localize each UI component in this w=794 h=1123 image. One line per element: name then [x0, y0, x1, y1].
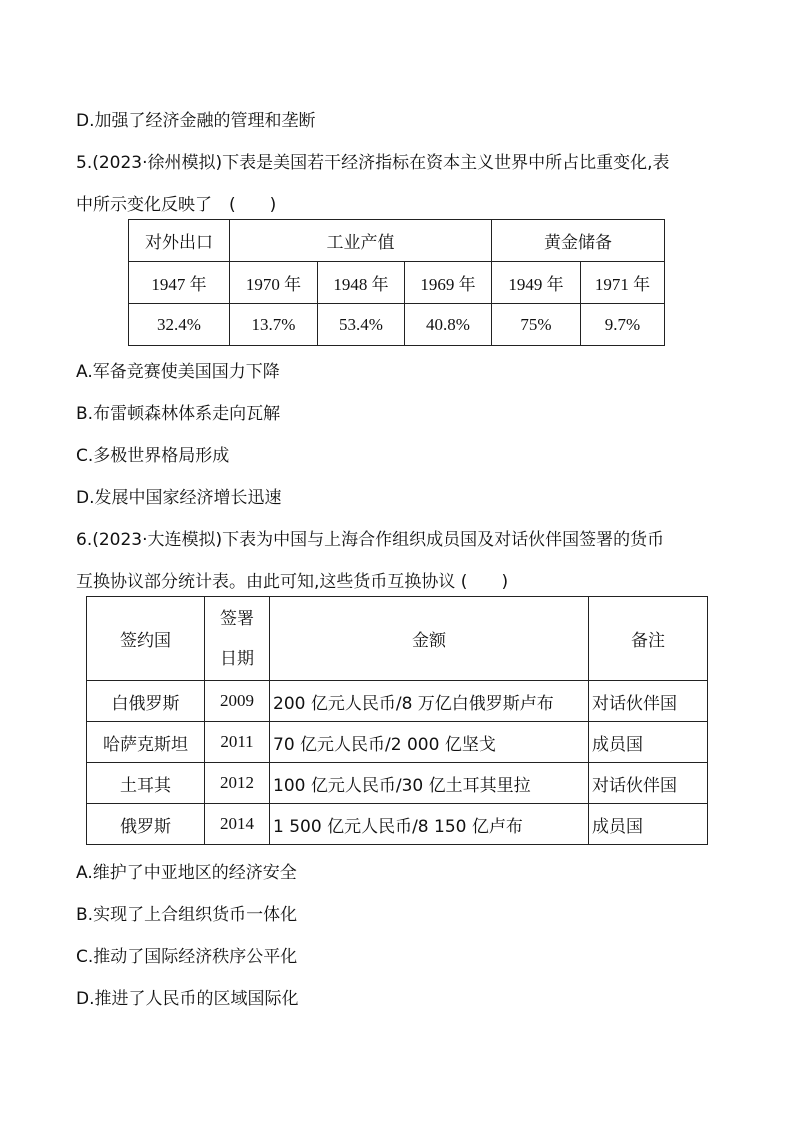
q4-option-d: D.加强了经济金融的管理和垄断: [76, 111, 316, 131]
q6-header-note: 备注: [589, 597, 708, 681]
q6-header-date-line1: 签署: [220, 608, 254, 629]
q5-header-gold: 黄金储备: [492, 220, 665, 262]
q5-option-a: A.军备竞赛使美国国力下降: [76, 362, 280, 382]
q6-note: 对话伙伴国: [589, 681, 708, 722]
q6-country: 白俄罗斯: [87, 681, 205, 722]
q5-option-b: B.布雷顿森林体系走向瓦解: [76, 404, 281, 424]
q6-year: 2011: [205, 722, 270, 763]
q6-year: 2012: [205, 763, 270, 804]
q6-country: 俄罗斯: [87, 804, 205, 845]
q5-table: [128, 219, 665, 346]
q6-stem-line1: 6.(2023·大连模拟)下表为中国与上海合作组织成员国及对话伙伴国签署的货币: [76, 530, 665, 550]
q6-amount: 200 亿元人民币/8 万亿白俄罗斯卢布: [270, 681, 589, 722]
q6-header-country: 签约国: [87, 597, 205, 681]
q5-value: 40.8%: [405, 304, 492, 346]
q5-value: 9.7%: [581, 304, 665, 346]
q5-header-industry: 工业产值: [230, 220, 492, 262]
q6-amount: 70 亿元人民币/2 000 亿坚戈: [270, 722, 589, 763]
q5-year: 1949 年: [492, 262, 581, 304]
q5-header-export: 对外出口: [129, 220, 230, 262]
q6-year: 2009: [205, 681, 270, 722]
q6-country: 土耳其: [87, 763, 205, 804]
q6-table: [86, 596, 708, 845]
q5-stem-line2: 中所示变化反映了 ( ): [76, 195, 277, 215]
q6-option-a: A.维护了中亚地区的经济安全: [76, 863, 297, 883]
q5-year: 1948 年: [318, 262, 405, 304]
q5-value: 53.4%: [318, 304, 405, 346]
q5-option-d: D.发展中国家经济增长迅速: [76, 488, 282, 508]
q6-note: 成员国: [589, 804, 708, 845]
q6-note: 对话伙伴国: [589, 763, 708, 804]
q6-amount: 100 亿元人民币/30 亿土耳其里拉: [270, 763, 589, 804]
q6-amount: 1 500 亿元人民币/8 150 亿卢布: [270, 804, 589, 845]
q6-year: 2014: [205, 804, 270, 845]
q5-year: 1970 年: [230, 262, 318, 304]
q6-note: 成员国: [589, 722, 708, 763]
table-row: [87, 681, 708, 722]
q5-year: 1971 年: [581, 262, 665, 304]
q5-stem-line1: 5.(2023·徐州模拟)下表是美国若干经济指标在资本主义世界中所占比重变化,表: [76, 153, 670, 173]
q5-year: 1947 年: [129, 262, 230, 304]
q5-option-c: C.多极世界格局形成: [76, 446, 230, 466]
q6-option-d: D.推进了人民币的区域国际化: [76, 989, 299, 1009]
table-row: [87, 722, 708, 763]
q6-header-date: [205, 597, 270, 681]
q6-header-date-line2: 日期: [220, 648, 254, 669]
q6-header-amount: 金额: [270, 597, 589, 681]
q6-option-b: B.实现了上合组织货币一体化: [76, 905, 298, 925]
q5-year: 1969 年: [405, 262, 492, 304]
table-row: [87, 804, 708, 845]
q6-stem-line2: 互换协议部分统计表。由此可知,这些货币互换协议 ( ): [76, 572, 509, 592]
q5-value: 13.7%: [230, 304, 318, 346]
q6-country: 哈萨克斯坦: [87, 722, 205, 763]
q5-value: 32.4%: [129, 304, 230, 346]
table-row: [87, 763, 708, 804]
q5-value: 75%: [492, 304, 581, 346]
q6-option-c: C.推动了国际经济秩序公平化: [76, 947, 298, 967]
